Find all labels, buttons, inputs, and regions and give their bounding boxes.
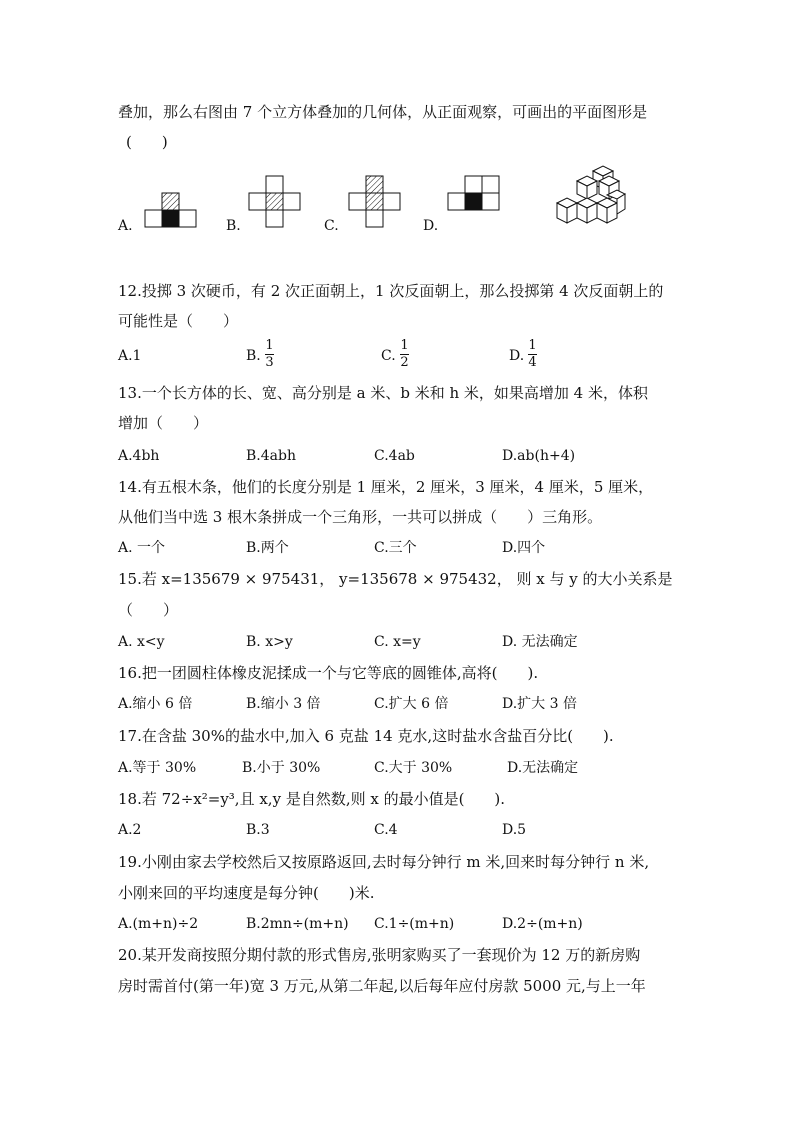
q14-text-2: 从他们当中选 3 根木条拼成一个三角形，一共可以拼成（ ）三角形。 bbox=[118, 508, 603, 526]
q15-option-c: C. x=y bbox=[374, 634, 421, 650]
q14-text: 14.有五根木条，他们的长度分别是 1 厘米，2 厘米，3 厘米，4 厘米，5 厘米， bbox=[118, 478, 654, 496]
q12-c-numerator: 1 bbox=[400, 338, 409, 353]
q16-option-b: B.缩小 3 倍 bbox=[246, 696, 321, 712]
q19-option-b: B.2mn÷(m+n) bbox=[246, 916, 349, 932]
q11-option-c-label: C. bbox=[324, 218, 339, 234]
q16-option-a: A.缩小 6 倍 bbox=[118, 696, 193, 712]
q16-option-c: C.扩大 6 倍 bbox=[374, 696, 449, 712]
q12-d-numerator: 1 bbox=[528, 338, 537, 353]
q19-text-2: 小刚来回的平均速度是每分钟( )米. bbox=[118, 884, 375, 902]
q13-option-d: D.ab(h+4) bbox=[502, 448, 576, 464]
q17-option-b: B.小于 30% bbox=[242, 760, 321, 776]
q11-option-b-label: B. bbox=[226, 218, 241, 234]
q15-text-2: （ ） bbox=[118, 601, 179, 619]
q12-option-d-fraction bbox=[528, 339, 537, 370]
q12-option-c-fraction bbox=[400, 339, 409, 370]
q12-option-c-prefix: C. bbox=[381, 348, 396, 364]
q12-text-2: 可能性是（ ） bbox=[118, 312, 239, 330]
q12-option-b-prefix: B. bbox=[246, 348, 261, 364]
q13-option-a: A.4bh bbox=[118, 448, 160, 464]
q12-d-denominator: 4 bbox=[528, 355, 537, 370]
q11-figure-a bbox=[144, 193, 204, 233]
q11-figure-b bbox=[248, 176, 308, 236]
q12-b-denominator: 3 bbox=[265, 355, 274, 370]
q13-text-2: 增加（ ） bbox=[118, 414, 209, 432]
q17-option-a: A.等于 30% bbox=[118, 760, 197, 776]
q15-option-d: D. 无法确定 bbox=[502, 634, 578, 650]
q14-option-b: B.两个 bbox=[246, 540, 289, 556]
q11-option-a-label: A. bbox=[118, 218, 133, 234]
q17-text: 17.在含盐 30%的盐水中,加入 6 克盐 14 克水,这时盐水含盐百分比( ). bbox=[118, 727, 614, 745]
q20-text-2: 房时需首付(第一年)宽 3 万元,从第二年起,以后每年应付房款 5000 元,与上一年 bbox=[118, 977, 646, 995]
q18-option-a: A.2 bbox=[118, 822, 142, 838]
q19-option-a: A.(m+n)÷2 bbox=[118, 916, 199, 932]
q11-option-d-label: D. bbox=[423, 218, 439, 234]
q14-option-d: D.四个 bbox=[502, 540, 546, 556]
q13-option-b: B.4abh bbox=[246, 448, 296, 464]
q14-option-a: A. 一个 bbox=[118, 540, 166, 556]
q15-text: 15.若 x=135679 × 975431， y=135678 × 975432， 则 x 与 y 的大小关系是 bbox=[118, 570, 673, 588]
q12-option-a: A.1 bbox=[118, 348, 142, 364]
q14-option-c: C.三个 bbox=[374, 540, 417, 556]
q11-text: 叠加，那么右图由 7 个立方体叠加的几何体，从正面观察，可画出的平面图形是 bbox=[118, 103, 648, 121]
q12-option-b-fraction bbox=[265, 339, 274, 370]
q12-c-denominator: 2 bbox=[400, 355, 409, 370]
q11-figure-c bbox=[348, 176, 408, 236]
q17-option-c: C.大于 30% bbox=[374, 760, 453, 776]
q18-text: 18.若 72÷x²=y³,且 x,y 是自然数,则 x 的最小值是( ). bbox=[118, 790, 506, 808]
q16-option-d: D.扩大 3 倍 bbox=[502, 696, 577, 712]
q18-option-c: C.4 bbox=[374, 822, 398, 838]
q17-option-d: D.无法确定 bbox=[507, 760, 579, 776]
q16-text: 16.把一团圆柱体橡皮泥揉成一个与它等底的圆锥体,高将( ). bbox=[118, 664, 539, 682]
q18-option-b: B.3 bbox=[246, 822, 270, 838]
q13-option-c: C.4ab bbox=[374, 448, 415, 464]
q11-figure-d bbox=[447, 176, 507, 236]
q15-option-b: B. x>y bbox=[246, 634, 293, 650]
q18-option-d: D.5 bbox=[502, 822, 527, 838]
q19-option-c: C.1÷(m+n) bbox=[374, 916, 455, 932]
q12-text: 12.投掷 3 次硬币，有 2 次正面朝上，1 次反面朝上，那么投掷第 4 次反面朝上的 bbox=[118, 282, 664, 300]
q19-option-d: D.2÷(m+n) bbox=[502, 916, 583, 932]
q19-text: 19.小刚由家去学校然后又按原路返回,去时每分钟行 m 米,回来时每分钟行 n 米, bbox=[118, 853, 650, 871]
q20-text: 20.某开发商按照分期付款的形式售房,张明家购买了一套现价为 12 万的新房购 bbox=[118, 946, 641, 964]
q12-b-numerator: 1 bbox=[265, 338, 274, 353]
q15-option-a: A. x<y bbox=[118, 634, 165, 650]
q12-option-d-prefix: D. bbox=[509, 348, 525, 364]
q13-text: 13.一个长方体的长、宽、高分别是 a 米、b 米和 h 米，如果高增加 4 米，体积 bbox=[118, 384, 648, 402]
q11-blank: ( ) bbox=[126, 133, 168, 151]
q11-cube-stack-figure bbox=[555, 163, 635, 233]
